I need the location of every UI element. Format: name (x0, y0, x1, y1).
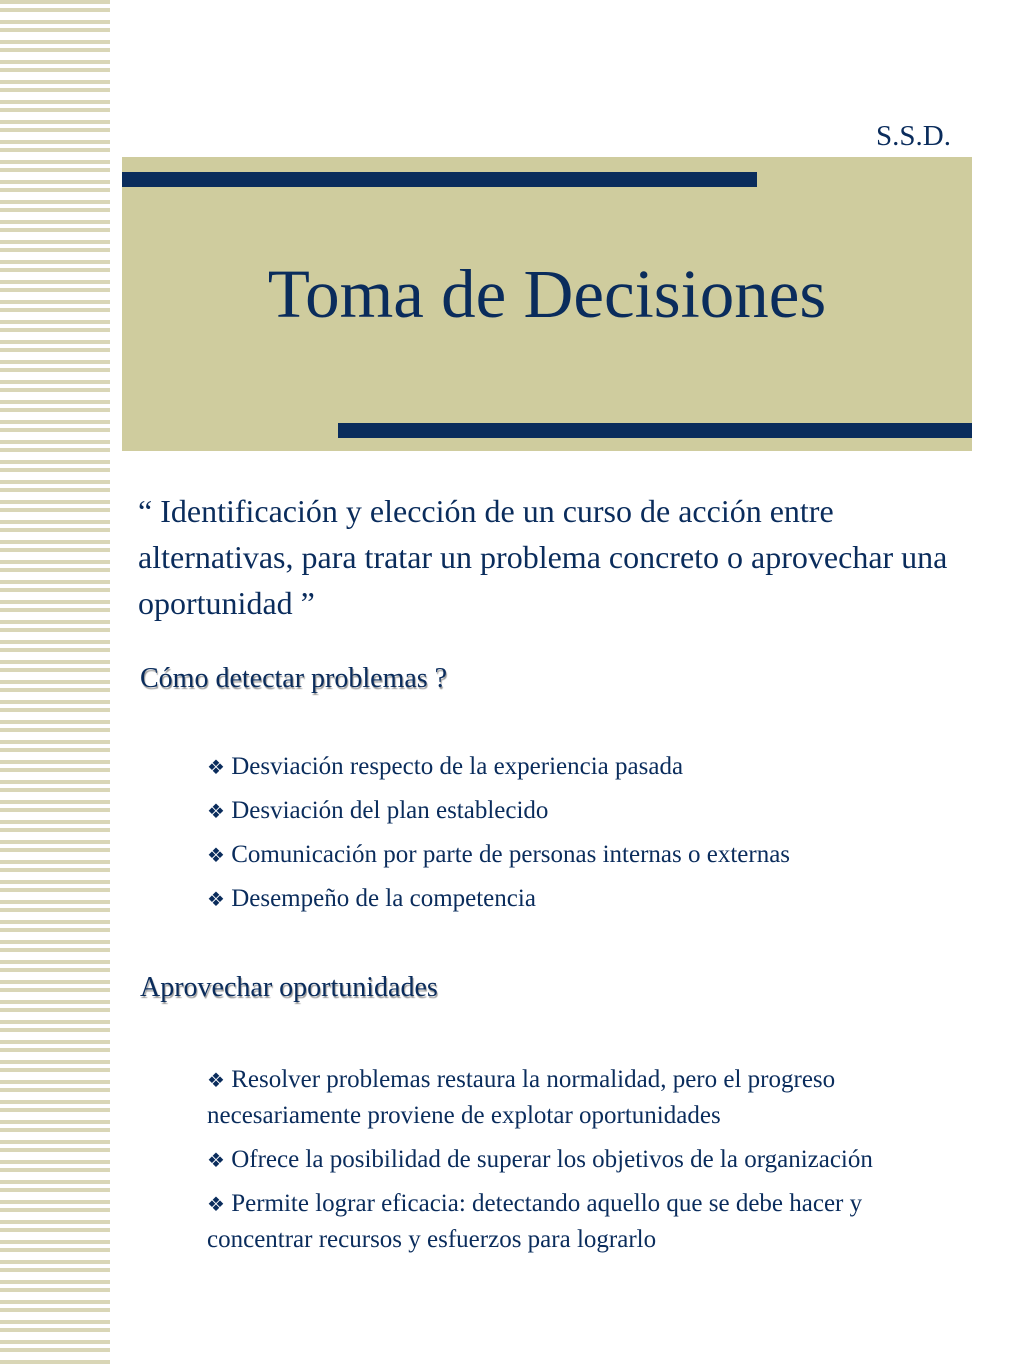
list-item: ❖ Desviación respecto de la experiencia pasada (207, 753, 684, 780)
diamond-bullet-icon: ❖ (207, 755, 225, 779)
slide-title: Toma de Decisiones (267, 256, 827, 332)
title-bar-bottom (338, 423, 972, 438)
list-item: ❖ Comunicación por parte de personas internas o externas (207, 841, 791, 868)
section-heading-opportunities: Aprovechar oportunidades (140, 972, 438, 1003)
list-item: ❖ Permite lograr eficacia: detectando aquello que se debe hacer y concentrar recursos y esfuerzos para lograrlo (207, 1190, 863, 1253)
diamond-bullet-icon: ❖ (207, 1068, 225, 1092)
list-item: ❖ Desempeño de la competencia (207, 885, 536, 912)
definition-quote: “ Identificación y elección de un curso de acción entre alternativas, para tratar un problema concreto o aprovechar una oportunidad ” (138, 493, 948, 621)
diamond-bullet-icon: ❖ (207, 1192, 225, 1216)
diamond-bullet-icon: ❖ (207, 1148, 225, 1172)
diamond-bullet-icon: ❖ (207, 843, 225, 867)
diamond-bullet-icon: ❖ (207, 887, 225, 911)
title-bar-top (122, 172, 757, 187)
list-item: ❖ Resolver problemas restaura la normalidad, pero el progreso necesariamente proviene de explotar oportunidades (207, 1066, 836, 1129)
opportunities-list (207, 1062, 957, 1266)
problems-list (207, 751, 957, 927)
section-heading-problems: Cómo detectar problemas ? (140, 663, 448, 694)
list-item: ❖ Desviación del plan establecido (207, 797, 549, 824)
list-item: ❖ Ofrece la posibilidad de superar los objetivos de la organización (207, 1146, 873, 1173)
author-tag: S.S.D. (876, 120, 951, 152)
diamond-bullet-icon: ❖ (207, 799, 225, 823)
decorative-stripes (0, 0, 110, 1365)
